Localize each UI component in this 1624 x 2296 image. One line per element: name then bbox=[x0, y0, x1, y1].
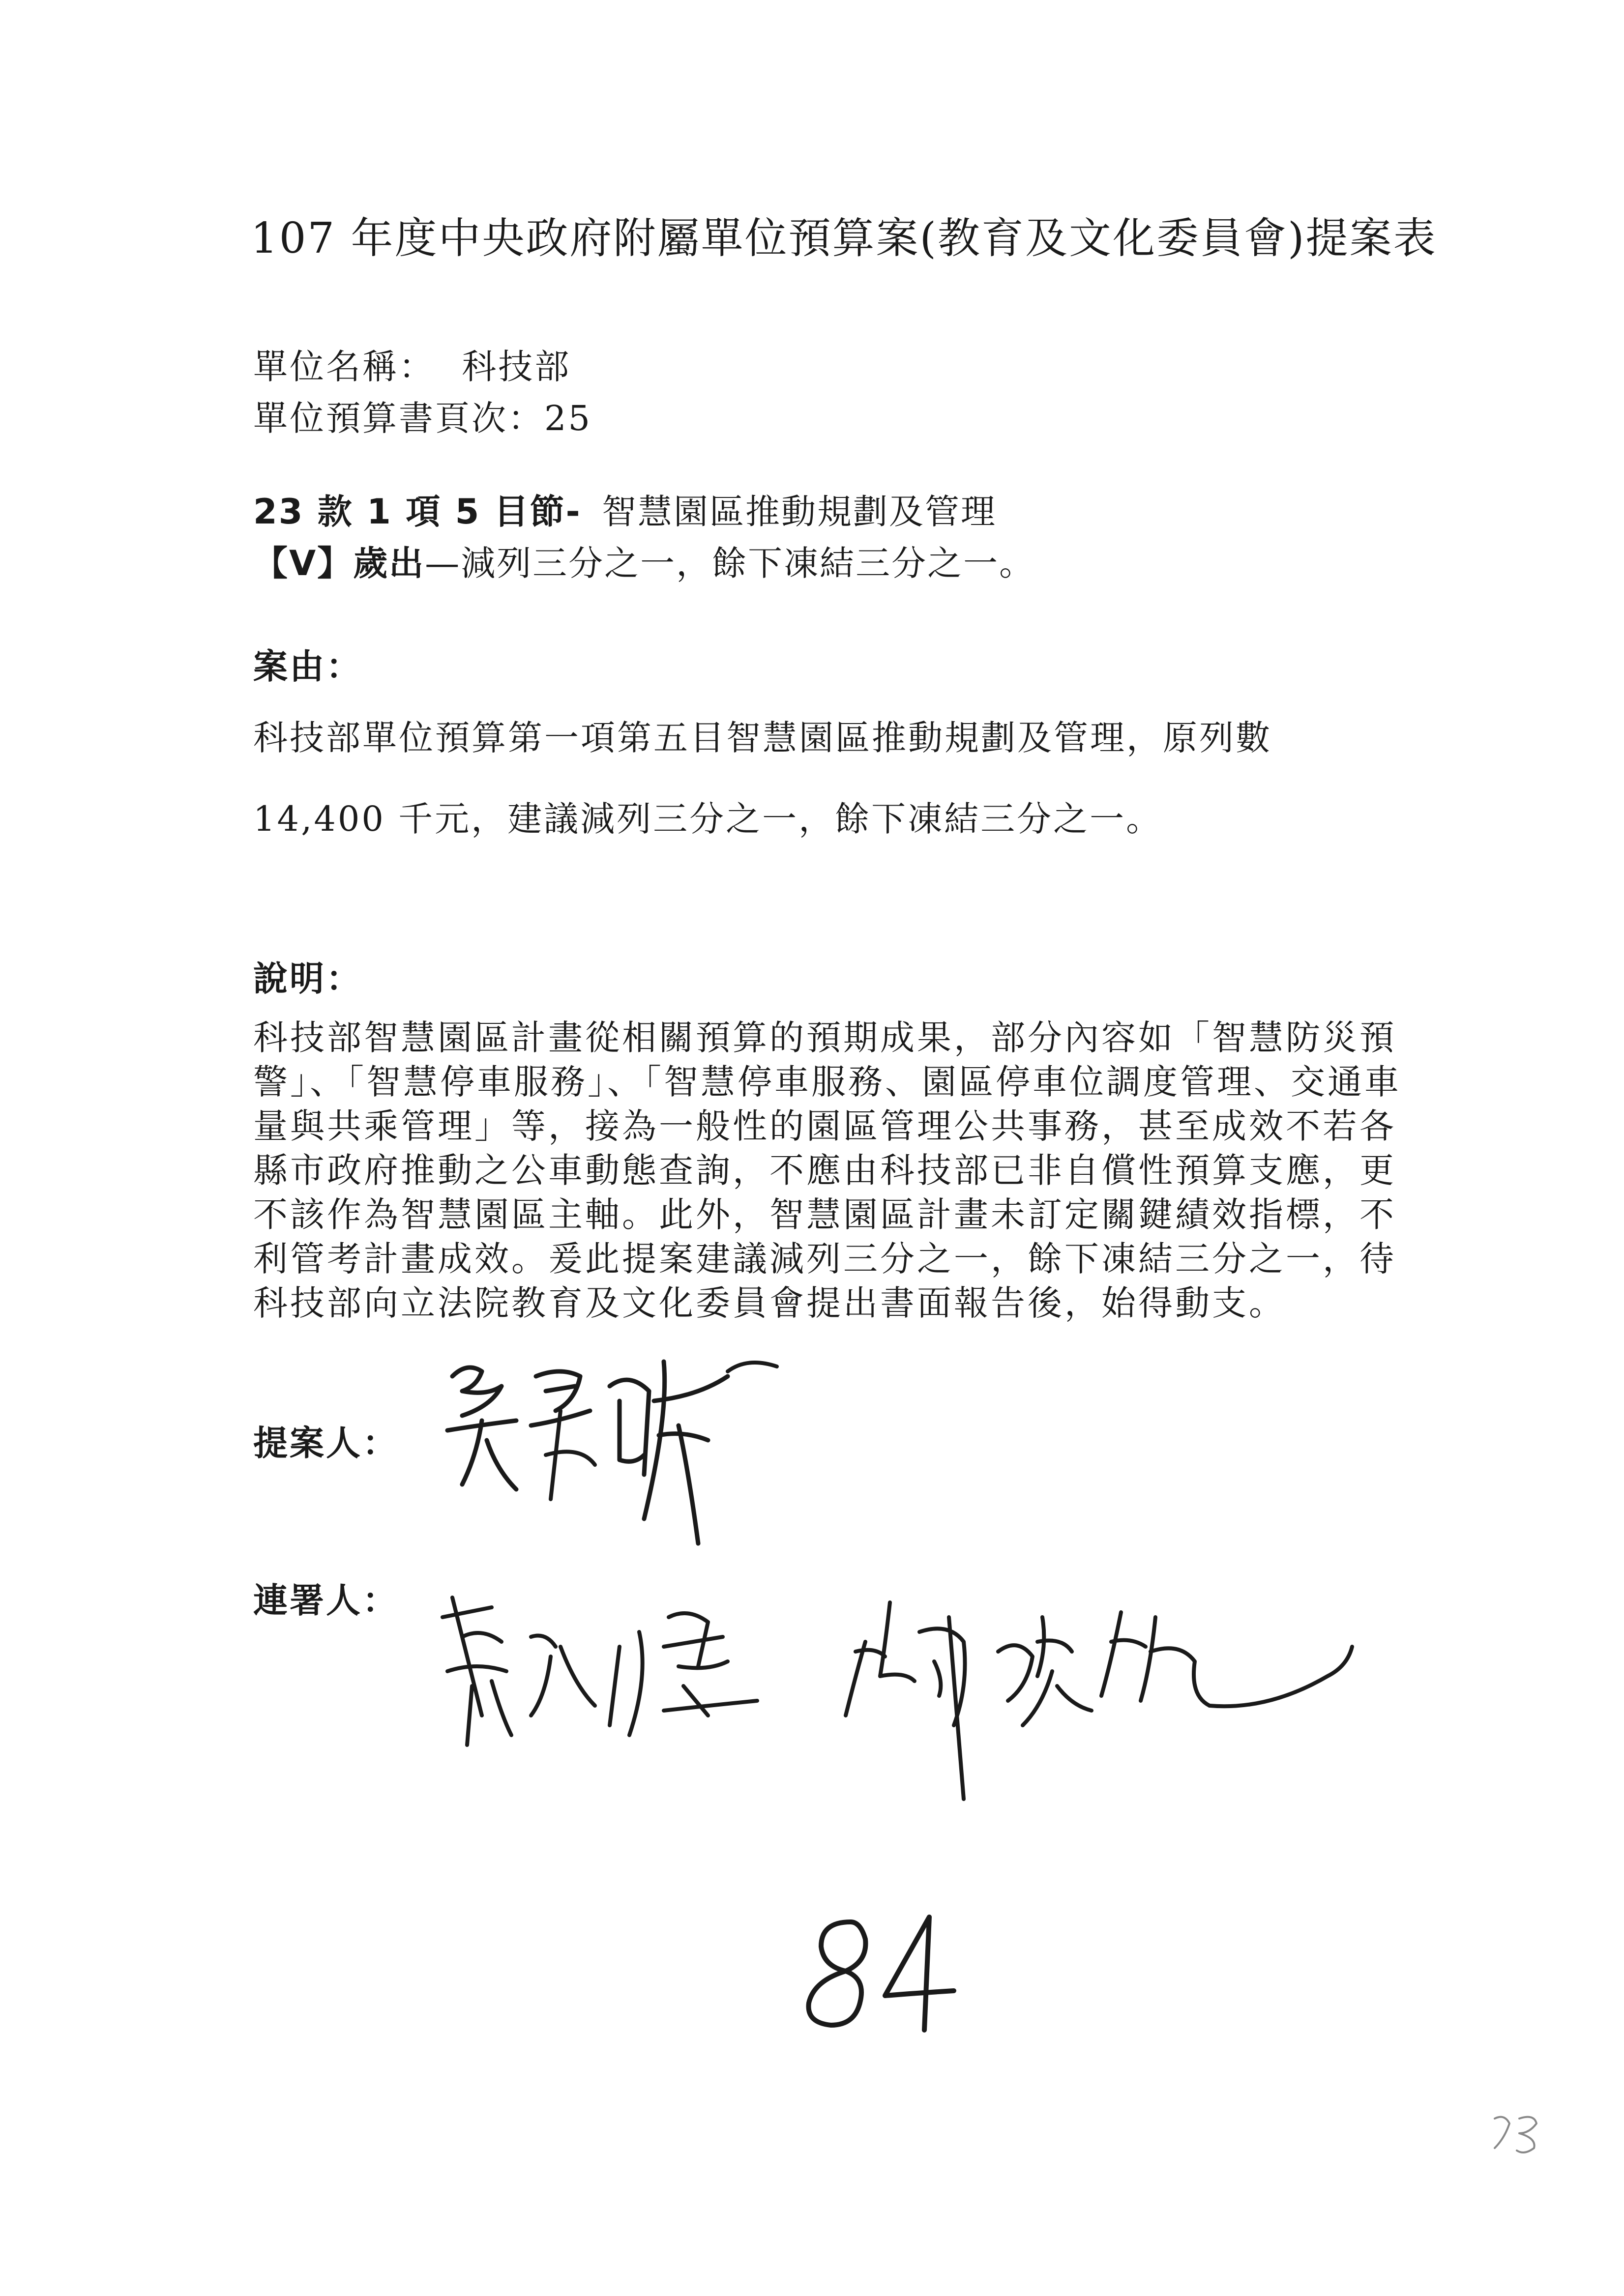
budget-page-ref: 單位預算書頁次：25 bbox=[253, 398, 592, 438]
action-line bbox=[253, 536, 1035, 585]
section-label: 23 款 1 項 5 目節- bbox=[253, 492, 582, 532]
action-label: 歲出 bbox=[353, 543, 425, 583]
explanation-line: 科技部智慧園區計畫從相關預算的預期成果，部分內容如「智慧防災預 bbox=[253, 1017, 1396, 1058]
reason-heading: 案由： bbox=[253, 646, 362, 687]
action-text: —減列三分之一，餘下凍結三分之一。 bbox=[425, 543, 1035, 583]
section-line bbox=[253, 484, 997, 534]
document-title: 107 年度中央政府附屬單位預算案(教育及文化委員會)提案表 bbox=[251, 214, 1437, 263]
corner-mark bbox=[1490, 2109, 1549, 2158]
proposer-signature bbox=[433, 1357, 826, 1573]
explanation-line: 量與共乘管理」等，接為一般性的園區管理公共事務，甚至成效不若各 bbox=[253, 1106, 1396, 1146]
explanation-line: 縣市政府推動之公車動態查詢，不應由科技部已非自償性預算支應，更 bbox=[253, 1150, 1396, 1191]
unit-name-label: 單位名稱： bbox=[253, 347, 435, 387]
proposer-label: 提案人： bbox=[253, 1423, 399, 1463]
unit-name-value: 科技部 bbox=[462, 347, 571, 387]
explanation-heading: 說明： bbox=[253, 959, 362, 999]
explanation-line: 警」、「智慧停車服務」、「智慧停車服務、園區停車位調度管理、交通車 bbox=[253, 1062, 1401, 1102]
explanation-line: 不該作為智慧園區主軸。此外，智慧園區計畫未訂定關鍵績效指標，不 bbox=[253, 1194, 1396, 1235]
explanation-line: 利管考計畫成效。爰此提案建議減列三分之一，餘下凍結三分之一，待 bbox=[253, 1239, 1396, 1279]
reason-line: 14,400 千元，建議減列三分之一，餘下凍結三分之一。 bbox=[253, 799, 1163, 839]
cosigner-signature-1 bbox=[433, 1588, 787, 1765]
cosigner-signature-2 bbox=[836, 1588, 1357, 1843]
reason-line: 科技部單位預算第一項第五目智慧園區推動規劃及管理，原列數 bbox=[253, 718, 1272, 758]
unit-name-row bbox=[253, 339, 571, 389]
section-name: 智慧園區推動規劃及管理 bbox=[602, 492, 997, 532]
cosigner-label: 連署人： bbox=[253, 1580, 399, 1621]
action-checkbox: 【V】 bbox=[253, 543, 354, 583]
explanation-line: 科技部向立法院教育及文化委員會提出書面報告後，始得動支。 bbox=[253, 1283, 1286, 1323]
handwritten-page-number bbox=[787, 1912, 974, 2040]
